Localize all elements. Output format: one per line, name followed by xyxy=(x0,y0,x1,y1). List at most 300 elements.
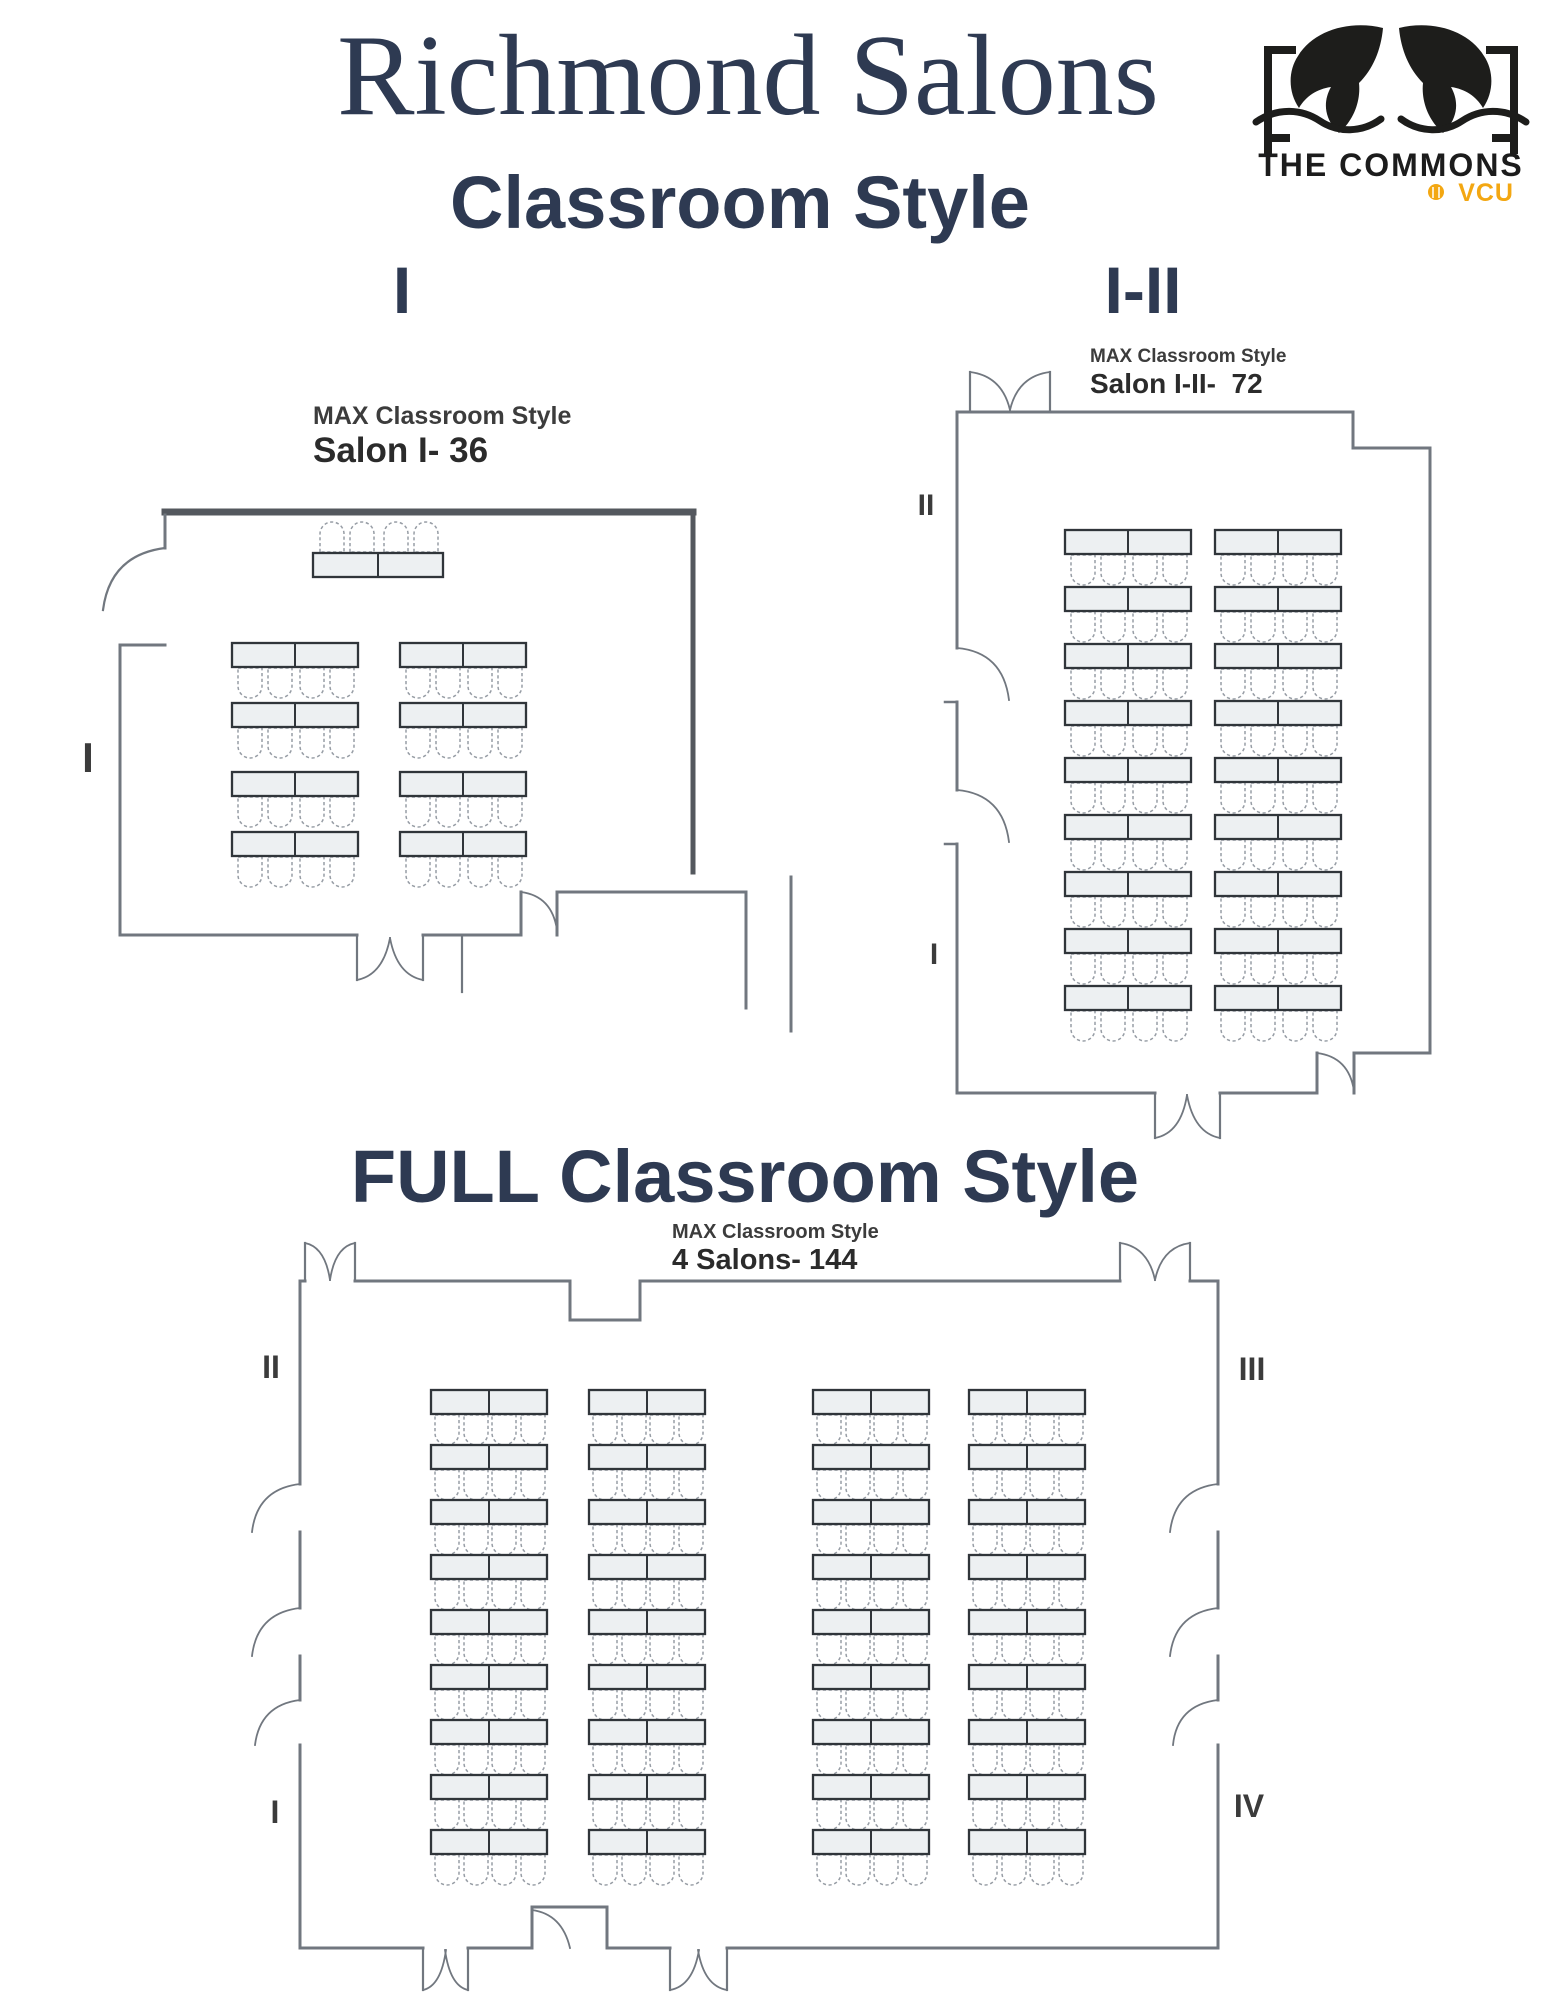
chair xyxy=(436,668,460,698)
capacity-label: Salon I- 36 xyxy=(313,430,489,470)
table-unit xyxy=(400,703,526,758)
table-unit xyxy=(1215,587,1341,642)
chair xyxy=(492,1415,516,1445)
chair xyxy=(1163,783,1187,813)
chair xyxy=(1071,783,1095,813)
chair xyxy=(498,728,522,758)
room-marker: II xyxy=(262,1349,280,1385)
chair xyxy=(846,1635,870,1665)
table-unit xyxy=(589,1500,705,1555)
plan-title-salon-1 xyxy=(313,402,571,471)
table-unit xyxy=(232,772,358,827)
table-unit xyxy=(1065,701,1191,756)
floorplan-salon-1-2 xyxy=(840,268,1546,1148)
chair xyxy=(817,1855,841,1885)
chair xyxy=(435,1525,459,1555)
chair xyxy=(874,1415,898,1445)
chair xyxy=(650,1470,674,1500)
chair xyxy=(973,1525,997,1555)
chair xyxy=(468,797,492,827)
chair xyxy=(1133,1011,1157,1041)
chair xyxy=(1313,897,1337,927)
chair xyxy=(874,1855,898,1885)
table-unit xyxy=(589,1665,705,1720)
chair xyxy=(1101,783,1125,813)
chair xyxy=(1221,555,1245,585)
table-unit xyxy=(589,1390,705,1445)
chair xyxy=(406,668,430,698)
chair xyxy=(1071,840,1095,870)
chair xyxy=(464,1470,488,1500)
chair xyxy=(435,1855,459,1885)
table-unit xyxy=(232,832,358,887)
chair xyxy=(1283,840,1307,870)
chair xyxy=(973,1470,997,1500)
table-unit xyxy=(400,832,526,887)
table-unit xyxy=(813,1500,929,1555)
table-unit xyxy=(431,1665,547,1720)
chair xyxy=(1071,669,1095,699)
chair xyxy=(468,857,492,887)
table-unit xyxy=(431,1555,547,1610)
chair xyxy=(874,1525,898,1555)
chair xyxy=(874,1635,898,1665)
room-marker: III xyxy=(1238,1351,1266,1387)
chair xyxy=(903,1855,927,1885)
table-unit xyxy=(400,643,526,698)
chair xyxy=(846,1855,870,1885)
chair xyxy=(1101,954,1125,984)
chair xyxy=(492,1470,516,1500)
page-subtitle: Classroom Style xyxy=(450,161,1030,244)
chair xyxy=(1221,783,1245,813)
chair xyxy=(521,1635,545,1665)
chair xyxy=(414,522,438,552)
table-unit xyxy=(1215,986,1341,1041)
chair xyxy=(1313,612,1337,642)
table-unit xyxy=(969,1830,1085,1885)
room-marker: IV xyxy=(1233,1788,1265,1824)
table-unit xyxy=(431,1830,547,1885)
chair xyxy=(817,1415,841,1445)
chair xyxy=(1071,726,1095,756)
chair xyxy=(817,1635,841,1665)
chair xyxy=(268,668,292,698)
table-unit xyxy=(1215,872,1341,927)
room-marker: II xyxy=(917,489,935,522)
chair xyxy=(1313,555,1337,585)
chair xyxy=(1030,1800,1054,1830)
table-unit xyxy=(589,1720,705,1775)
chair xyxy=(1163,954,1187,984)
chair xyxy=(679,1745,703,1775)
chair xyxy=(874,1580,898,1610)
table-unit xyxy=(813,1555,929,1610)
table-unit xyxy=(431,1500,547,1555)
chair xyxy=(1002,1745,1026,1775)
chair xyxy=(1163,726,1187,756)
chair xyxy=(973,1800,997,1830)
chair xyxy=(1163,840,1187,870)
table-unit xyxy=(1215,929,1341,984)
chair xyxy=(1133,555,1157,585)
page-title: Richmond Salons xyxy=(337,12,1159,140)
chair xyxy=(1059,1855,1083,1885)
chair xyxy=(973,1745,997,1775)
chair xyxy=(679,1855,703,1885)
chair xyxy=(1133,726,1157,756)
chair xyxy=(1313,840,1337,870)
chair xyxy=(492,1635,516,1665)
chair xyxy=(492,1690,516,1720)
section-label-salon-1-2: I-II xyxy=(1104,253,1182,327)
chair xyxy=(679,1635,703,1665)
table-unit xyxy=(1065,758,1191,813)
chair xyxy=(1251,954,1275,984)
chair xyxy=(464,1580,488,1610)
chair xyxy=(521,1470,545,1500)
chair xyxy=(350,522,374,552)
chair xyxy=(1163,612,1187,642)
chair xyxy=(521,1525,545,1555)
chair xyxy=(300,797,324,827)
chair xyxy=(1059,1580,1083,1610)
logo-vcu-text: VCU xyxy=(1458,179,1514,202)
chair xyxy=(1071,897,1095,927)
table-unit xyxy=(313,522,443,577)
table-unit xyxy=(1065,587,1191,642)
chair xyxy=(384,522,408,552)
chair xyxy=(1101,726,1125,756)
chair xyxy=(1313,669,1337,699)
floorplan-full xyxy=(230,1225,1546,2001)
table-unit xyxy=(1065,530,1191,585)
chair xyxy=(300,728,324,758)
table-unit xyxy=(589,1830,705,1885)
chair xyxy=(1283,954,1307,984)
table-grid xyxy=(232,522,526,887)
chair xyxy=(622,1855,646,1885)
chair xyxy=(1163,1011,1187,1041)
room-marker: I xyxy=(270,1794,280,1830)
chair xyxy=(650,1690,674,1720)
table-grid xyxy=(431,1390,1085,1885)
chair xyxy=(268,857,292,887)
table-unit xyxy=(1215,815,1341,870)
chair xyxy=(521,1745,545,1775)
chair xyxy=(846,1580,870,1610)
chair xyxy=(1101,612,1125,642)
chair xyxy=(1221,726,1245,756)
chair xyxy=(521,1855,545,1885)
table-unit xyxy=(969,1555,1085,1610)
chair xyxy=(1251,840,1275,870)
chair xyxy=(1163,897,1187,927)
chair xyxy=(593,1525,617,1555)
chair xyxy=(1002,1470,1026,1500)
chair xyxy=(1283,669,1307,699)
chair xyxy=(650,1635,674,1665)
chair xyxy=(593,1635,617,1665)
table-unit xyxy=(969,1610,1085,1665)
chair xyxy=(1030,1470,1054,1500)
chair xyxy=(1002,1525,1026,1555)
chair xyxy=(1251,612,1275,642)
chair xyxy=(903,1800,927,1830)
chair xyxy=(817,1800,841,1830)
ram-horns-icon xyxy=(1291,25,1492,133)
chair xyxy=(1313,1011,1337,1041)
chair xyxy=(650,1855,674,1885)
chair xyxy=(650,1525,674,1555)
chair xyxy=(1002,1690,1026,1720)
room-marker: I xyxy=(82,734,94,781)
chair xyxy=(622,1800,646,1830)
table-unit xyxy=(1065,986,1191,1041)
chair xyxy=(1133,783,1157,813)
chair xyxy=(846,1690,870,1720)
chair xyxy=(903,1525,927,1555)
chair xyxy=(1133,669,1157,699)
chair xyxy=(436,797,460,827)
chair xyxy=(846,1525,870,1555)
table-unit xyxy=(431,1445,547,1500)
chair xyxy=(1251,897,1275,927)
chair xyxy=(1030,1855,1054,1885)
chair xyxy=(650,1580,674,1610)
chair xyxy=(1030,1690,1054,1720)
chair xyxy=(679,1580,703,1610)
table-unit xyxy=(589,1775,705,1830)
table-unit xyxy=(431,1720,547,1775)
table-unit xyxy=(431,1390,547,1445)
max-style-label: MAX Classroom Style xyxy=(1090,346,1287,367)
chair xyxy=(846,1800,870,1830)
chair xyxy=(593,1745,617,1775)
chair xyxy=(1163,555,1187,585)
chair xyxy=(498,797,522,827)
table-unit xyxy=(1065,872,1191,927)
table-unit xyxy=(813,1830,929,1885)
chair xyxy=(406,857,430,887)
chair xyxy=(468,668,492,698)
chair xyxy=(1030,1415,1054,1445)
chair xyxy=(1059,1415,1083,1445)
chair xyxy=(846,1415,870,1445)
chair xyxy=(1283,783,1307,813)
chair xyxy=(330,857,354,887)
max-style-label: MAX Classroom Style xyxy=(313,402,572,430)
table-unit xyxy=(969,1390,1085,1445)
chair xyxy=(593,1470,617,1500)
table-unit xyxy=(813,1720,929,1775)
chair xyxy=(330,797,354,827)
chair xyxy=(300,857,324,887)
chair xyxy=(593,1800,617,1830)
chair xyxy=(593,1580,617,1610)
chair xyxy=(238,857,262,887)
table-unit xyxy=(1065,929,1191,984)
table-unit xyxy=(969,1775,1085,1830)
chair xyxy=(1030,1635,1054,1665)
chair xyxy=(1030,1580,1054,1610)
chair xyxy=(622,1690,646,1720)
chair xyxy=(1059,1525,1083,1555)
chair xyxy=(521,1690,545,1720)
chair xyxy=(817,1690,841,1720)
chair xyxy=(622,1745,646,1775)
chair xyxy=(238,797,262,827)
chair xyxy=(679,1415,703,1445)
chair xyxy=(1002,1635,1026,1665)
chair xyxy=(1101,1011,1125,1041)
table-unit xyxy=(589,1445,705,1500)
chair xyxy=(436,728,460,758)
chair xyxy=(1133,954,1157,984)
full-classroom-title: FULL Classroom Style xyxy=(350,1135,1140,1218)
chair xyxy=(1002,1415,1026,1445)
chair xyxy=(973,1580,997,1610)
chair xyxy=(1059,1470,1083,1500)
chair xyxy=(817,1745,841,1775)
table-unit xyxy=(400,772,526,827)
chair xyxy=(874,1800,898,1830)
table-unit xyxy=(431,1610,547,1665)
chair xyxy=(593,1855,617,1885)
chair xyxy=(903,1690,927,1720)
chair xyxy=(846,1470,870,1500)
chair xyxy=(1313,726,1337,756)
chair xyxy=(622,1635,646,1665)
chair xyxy=(1251,726,1275,756)
chair xyxy=(1251,669,1275,699)
chair xyxy=(679,1525,703,1555)
chair xyxy=(492,1745,516,1775)
chair xyxy=(1059,1745,1083,1775)
chair xyxy=(650,1415,674,1445)
chair xyxy=(973,1635,997,1665)
chair xyxy=(468,728,492,758)
table-unit xyxy=(813,1445,929,1500)
chair xyxy=(973,1855,997,1885)
chair xyxy=(679,1800,703,1830)
chair xyxy=(817,1580,841,1610)
chair xyxy=(1030,1525,1054,1555)
chair xyxy=(874,1690,898,1720)
chair xyxy=(1221,669,1245,699)
chair xyxy=(464,1415,488,1445)
chair xyxy=(1251,555,1275,585)
chair xyxy=(1163,669,1187,699)
max-style-label: MAX Classroom Style xyxy=(672,1221,879,1243)
table-unit xyxy=(1065,815,1191,870)
chair xyxy=(435,1745,459,1775)
chair xyxy=(1002,1580,1026,1610)
chair xyxy=(406,797,430,827)
chair xyxy=(435,1635,459,1665)
table-unit xyxy=(431,1775,547,1830)
table-unit xyxy=(589,1610,705,1665)
chair xyxy=(903,1745,927,1775)
chair xyxy=(817,1470,841,1500)
chair xyxy=(679,1470,703,1500)
chair xyxy=(464,1745,488,1775)
chair xyxy=(521,1415,545,1445)
chair xyxy=(1071,612,1095,642)
table-unit xyxy=(813,1665,929,1720)
table-unit xyxy=(589,1555,705,1610)
chair xyxy=(1251,783,1275,813)
table-unit xyxy=(232,643,358,698)
chair xyxy=(1221,612,1245,642)
wave-icon xyxy=(1256,111,1526,129)
chair xyxy=(622,1525,646,1555)
chair xyxy=(1283,726,1307,756)
chair xyxy=(1283,1011,1307,1041)
table-grid xyxy=(1065,530,1341,1041)
table-unit xyxy=(969,1445,1085,1500)
chair xyxy=(650,1745,674,1775)
chair xyxy=(679,1690,703,1720)
chair xyxy=(521,1580,545,1610)
chair xyxy=(622,1415,646,1445)
chair xyxy=(1002,1855,1026,1885)
chair xyxy=(1059,1690,1083,1720)
chair xyxy=(464,1800,488,1830)
chair xyxy=(874,1470,898,1500)
chair xyxy=(817,1525,841,1555)
chair xyxy=(238,728,262,758)
chair xyxy=(593,1415,617,1445)
chair xyxy=(1283,555,1307,585)
section-label-salon-1: I xyxy=(392,253,412,327)
capacity-label: 4 Salons- 144 xyxy=(672,1244,858,1276)
floorplan-salon-1 xyxy=(70,495,830,1060)
table-unit xyxy=(813,1390,929,1445)
chair xyxy=(1251,1011,1275,1041)
chair xyxy=(622,1580,646,1610)
table-unit xyxy=(1215,758,1341,813)
chair xyxy=(435,1470,459,1500)
chair xyxy=(1101,555,1125,585)
chair xyxy=(268,728,292,758)
chair xyxy=(1221,840,1245,870)
chair xyxy=(330,668,354,698)
chair xyxy=(1059,1800,1083,1830)
table-unit xyxy=(813,1775,929,1830)
chair xyxy=(903,1470,927,1500)
chair xyxy=(1071,954,1095,984)
chair xyxy=(320,522,344,552)
chair xyxy=(268,797,292,827)
chair xyxy=(464,1525,488,1555)
chair xyxy=(464,1635,488,1665)
table-unit xyxy=(969,1665,1085,1720)
chair xyxy=(492,1855,516,1885)
chair xyxy=(650,1800,674,1830)
chair xyxy=(874,1745,898,1775)
chair xyxy=(1313,954,1337,984)
chair xyxy=(1071,1011,1095,1041)
chair xyxy=(846,1745,870,1775)
chair xyxy=(521,1800,545,1830)
chair xyxy=(435,1690,459,1720)
chair xyxy=(903,1580,927,1610)
chair xyxy=(1071,555,1095,585)
chair xyxy=(498,857,522,887)
chair xyxy=(436,857,460,887)
capacity-label: Salon I-II- 72 xyxy=(1090,367,1263,399)
